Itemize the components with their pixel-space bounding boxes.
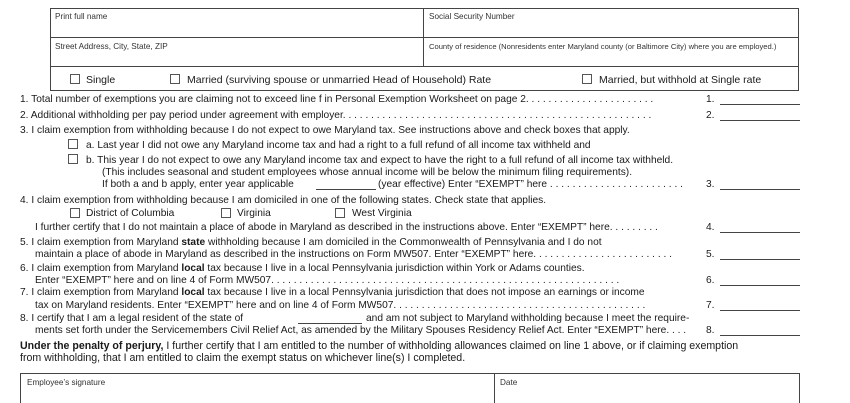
married-single-rate-checkbox[interactable] <box>582 74 592 84</box>
west-virginia-checkbox[interactable] <box>335 208 345 218</box>
line-7-pre: 7. I claim exemption from Maryland <box>20 287 182 298</box>
line-6-input[interactable] <box>720 275 800 286</box>
line-6-post: tax because I live in a local Pennsylvania jurisdiction within York or Adams counties. <box>204 263 585 274</box>
line-5-bold: state <box>181 237 206 248</box>
employee-signature-label: Employee’s signature <box>27 378 106 387</box>
line-1-number: 1. <box>706 94 715 105</box>
line-3b-text-2: (This includes seasonal and student employees whose annual income will be below the minimum filing requirements). <box>102 167 633 178</box>
line-7-number: 7. <box>706 300 715 311</box>
line-6-pre: 6. I claim exemption from Maryland <box>20 263 182 274</box>
line-5-text-2: maintain a place of abode in Maryland as described in the instructions on Form MW507. Enter “EXEMPT” here. . . . . . . . . . . . . . . . . . . . . . . . . <box>35 249 672 260</box>
line-7-input[interactable] <box>720 300 800 311</box>
line-3b-text-1: b. This year I do not expect to owe any Maryland income tax and expect to have the right to a full refund of all income tax withheld. <box>86 155 674 166</box>
line-5-number: 5. <box>706 249 715 260</box>
line-7-bold: local <box>181 287 205 298</box>
line-1-input[interactable] <box>720 94 800 105</box>
line-5-input[interactable] <box>720 249 800 260</box>
line-3a-checkbox[interactable] <box>68 139 78 149</box>
perjury-statement-2: from withholding, that I am entitled to claim the exempt status on whichever line(s) I completed. <box>20 352 466 364</box>
line-3b-checkbox[interactable] <box>68 154 78 164</box>
perjury-statement-1 <box>20 341 738 352</box>
line-8-text-2: and am not subject to Maryland withholding because I meet the require- <box>366 313 690 324</box>
single-label: Single <box>86 74 116 86</box>
dc-checkbox[interactable] <box>70 208 80 218</box>
ssn-label: Social Security Number <box>429 12 515 21</box>
west-virginia-label: West Virginia <box>352 208 412 219</box>
line-2-number: 2. <box>706 110 715 121</box>
date-field[interactable] <box>494 373 800 403</box>
line-4-input[interactable] <box>720 222 800 233</box>
line-6-bold: local <box>181 263 205 274</box>
date-label: Date <box>500 378 518 387</box>
line-4-number: 4. <box>706 222 715 233</box>
virginia-checkbox[interactable] <box>221 208 231 218</box>
line-5-pre: 5. I claim exemption from Maryland <box>20 237 182 248</box>
single-checkbox[interactable] <box>70 74 80 84</box>
virginia-label: Virginia <box>237 208 271 219</box>
line-8-input[interactable] <box>720 325 800 336</box>
married-single-rate-label: Married, but withhold at Single rate <box>599 74 762 86</box>
state-of-residence-input[interactable] <box>298 313 362 324</box>
year-applicable-input[interactable] <box>316 179 376 190</box>
county-label: County of residence (Nonresidents enter Maryland county (or Baltimore City) where you are employed.) <box>429 42 777 51</box>
line-3-text: 3. I claim exemption from withholding because I do not expect to owe Maryland tax. See instructions above and check boxes that apply. <box>20 125 630 136</box>
line-6-text-1 <box>20 263 585 274</box>
married-label: Married (surviving spouse or unmarried Head of Household) Rate <box>187 74 492 86</box>
perjury-bold: Under the penalty of perjury, <box>20 340 164 352</box>
line-2-text: 2. Additional withholding per pay period under agreement with employer. . . . . . . . . . . . . . . . . . . . . . . . . . . . . . . . . . . . . . . . . . . . . . . . . . . . . . . <box>20 110 652 121</box>
line-5-post: withholding because I am domiciled in the Commonwealth of Pennsylvania and I do not <box>205 237 602 248</box>
line-8-text-3: ments set forth under the Servicemembers Civil Relief Act, as amended by the Military Spouses Residency Relief Act. Enter “EXEMPT” here. . . . <box>35 325 687 336</box>
line-4-text: 4. I claim exemption from withholding because I am domiciled in one of the following states. Check state that applies. <box>20 195 547 206</box>
line-7-post: tax because I live in a local Pennsylvania jurisdiction that does not impose an earnings or income <box>204 287 645 298</box>
line-3-number: 3. <box>706 179 715 190</box>
line-5-text-1 <box>20 237 602 248</box>
line-7-text-1 <box>20 287 645 298</box>
street-address-label: Street Address, City, State, ZIP <box>55 42 168 51</box>
married-checkbox[interactable] <box>170 74 180 84</box>
print-full-name-label: Print full name <box>55 12 108 21</box>
line-1-text: 1. Total number of exemptions you are claiming not to exceed line f in Personal Exemption Worksheet on page 2. . . . . . . . . . . . . . . . . . . . . . . <box>20 94 654 105</box>
line-3b-text-4: (year effective) Enter “EXEMPT” here . . . . . . . . . . . . . . . . . . . . . . . . <box>378 179 683 190</box>
line-3a-text: a. Last year I did not owe any Maryland income tax and had a right to a full refund of all income tax withheld and <box>86 140 591 151</box>
line-8-number: 8. <box>706 325 715 336</box>
line-2-input[interactable] <box>720 110 800 121</box>
perjury-rest: I further certify that I am entitled to the number of withholding allowances claimed on line 1 above, or if claiming exemption <box>163 340 739 352</box>
line-6-text-2: Enter “EXEMPT” here and on line 4 of Form MW507. . . . . . . . . . . . . . . . . . . . . . . . . . . . . . . . . . . . . . . . . . . . . . . . . . . . . . . . . . . . . . <box>35 275 620 286</box>
line-6-number: 6. <box>706 275 715 286</box>
line-3-input[interactable] <box>720 179 800 190</box>
line-7-text-2: tax on Maryland residents. Enter “EXEMPT” here and on line 4 of Form MW507. . . . . . . . . . . . . . . . . . . . . . . . . . . . . . . . . . . . . . . . . . . . . <box>35 300 646 311</box>
line-3b-text-3: If both a and b apply, enter year applicable <box>102 179 294 190</box>
line-4b-text: I further certify that I do not maintain a place of abode in Maryland as described in the instructions above. Enter “EXEMPT” here. . . . . . . . . <box>35 222 658 233</box>
dc-label: District of Columbia <box>86 208 175 219</box>
line-8-text-1: 8. I certify that I am a legal resident of the state of <box>20 313 244 324</box>
